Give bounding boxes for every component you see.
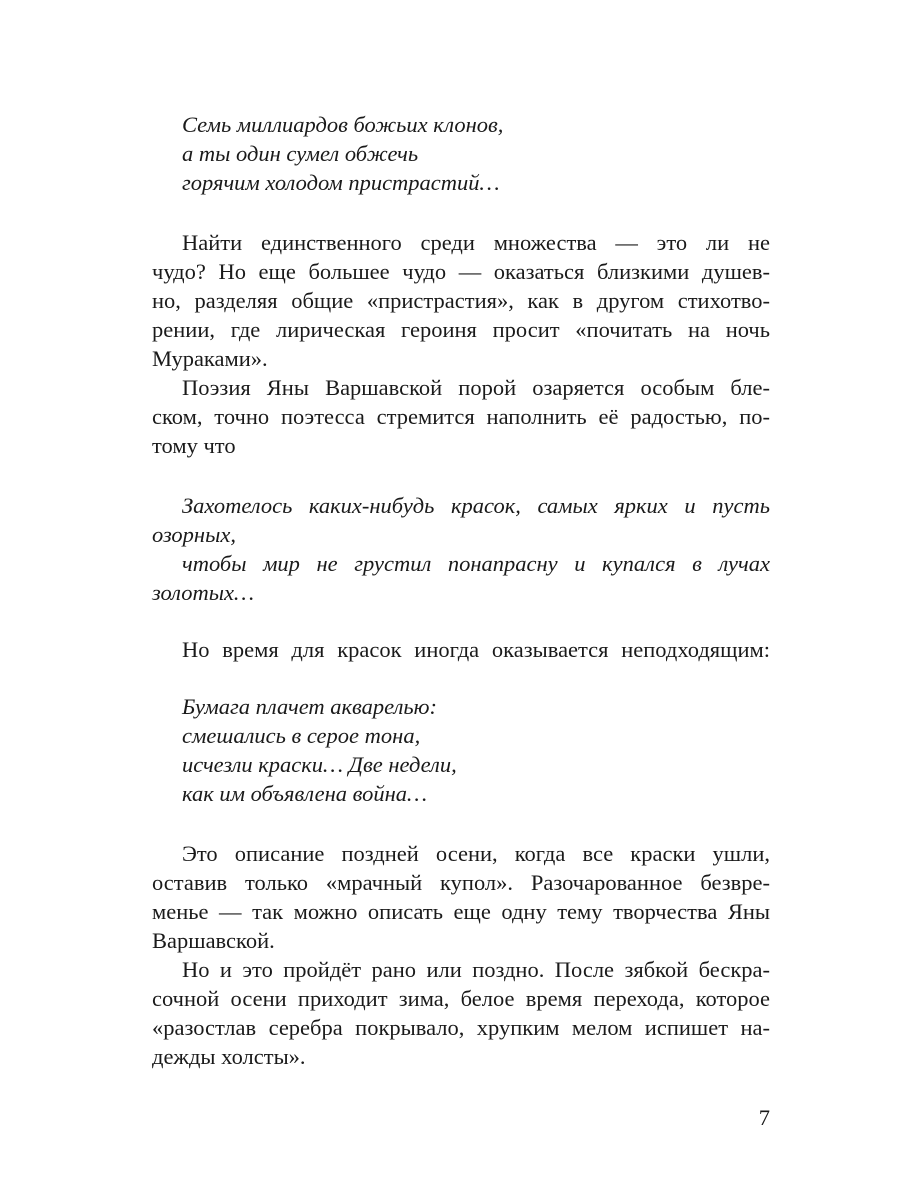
text-line: оставив только «мрачный купол». Разочарованное безвре- xyxy=(152,870,770,895)
text-line: Но и это пройдёт рано или поздно. После зябкой бескра- xyxy=(182,957,770,982)
poem-line: озорных, xyxy=(152,522,236,547)
poem-stanza-3 xyxy=(182,692,770,808)
poem-line: Семь миллиардов божьих клонов, xyxy=(182,112,504,137)
poem-line: смешались в серое тона, xyxy=(182,723,421,748)
paragraph-2 xyxy=(152,373,770,460)
poem-line: золотых… xyxy=(152,580,254,605)
poem-line: Захотелось каких-нибудь красок, самых ярких и пусть xyxy=(182,493,770,518)
poem-line: как им объявлена война… xyxy=(182,781,427,806)
paragraph-5 xyxy=(152,955,770,1071)
text-line: Варшавской. xyxy=(152,928,275,953)
poem-line: Бумага плачет акварелью: xyxy=(182,694,437,719)
text-line: сочной осени приходит зима, белое время перехода, которое xyxy=(152,986,770,1011)
text-line: ском, точно поэтесса стремится наполнить её радостью, по- xyxy=(152,404,770,429)
text-line: «разостлав серебра покрывало, хрупким мелом испишет на- xyxy=(152,1015,770,1040)
text-line: чудо? Но еще большее чудо — оказаться близкими душев- xyxy=(152,259,770,284)
text-line: тому что xyxy=(152,433,236,458)
text-line: менье — так можно описать еще одну тему творчества Яны xyxy=(152,899,770,924)
page-number: 7 xyxy=(758,1105,770,1130)
poem-line: горячим холодом пристрастий… xyxy=(182,170,500,195)
text-line: Найти единственного среди множества — это ли не xyxy=(182,230,770,255)
text-line: Это описание поздней осени, когда все краски ушли, xyxy=(182,841,770,866)
poem-stanza-1 xyxy=(182,110,770,197)
poem-line: а ты один сумел обжечь xyxy=(182,141,419,166)
poem-line: исчезли краски… Две недели, xyxy=(182,752,457,777)
text-line: Мураками». xyxy=(152,346,268,371)
poem-line: чтобы мир не грустил понапрасну и купался в лучах xyxy=(182,551,770,576)
page-text xyxy=(152,110,770,1071)
text-line: Поэзия Яны Варшавской порой озаряется особым бле- xyxy=(182,375,770,400)
text-line: дежды холсты». xyxy=(152,1044,306,1069)
text-line: Но время для красок иногда оказывается неподходящим: xyxy=(182,637,770,662)
paragraph-3 xyxy=(182,635,770,664)
paragraph-1 xyxy=(152,228,770,373)
poem-stanza-2 xyxy=(152,491,770,607)
text-line: рении, где лирическая героиня просит «почитать на ночь xyxy=(152,317,770,342)
text-line: но, разделяя общие «пристрастия», как в другом стихотво- xyxy=(152,288,770,313)
paragraph-4 xyxy=(152,839,770,955)
